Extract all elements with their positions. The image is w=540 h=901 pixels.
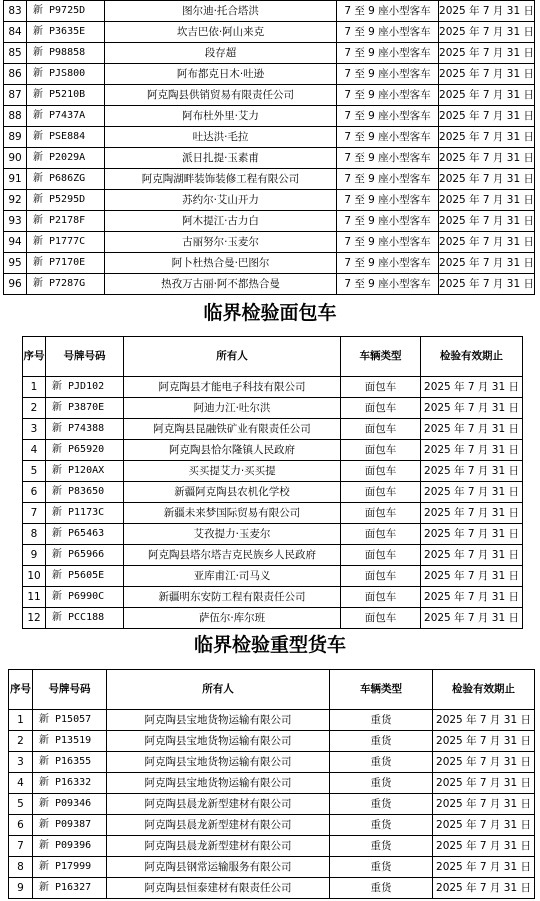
table-row — [9, 836, 535, 857]
cell-owner: 萨伍尔·库尔班 — [124, 608, 341, 629]
cell-expiry: 2025 年 7 月 31 日 — [421, 608, 523, 629]
cell-owner: 派日扎提·玉素甫 — [105, 148, 337, 169]
cell-vehicle-type: 7 至 9 座小型客车 — [337, 85, 439, 106]
cell-seq: 12 — [23, 608, 46, 629]
table-row — [4, 1, 535, 22]
table-row — [23, 608, 523, 629]
cell-seq: 3 — [9, 752, 33, 773]
cell-plate: 新 P13519 — [33, 731, 107, 752]
cell-seq: 88 — [4, 106, 27, 127]
cell-vehicle-type: 面包车 — [341, 377, 421, 398]
cell-vehicle-type: 重货 — [330, 794, 433, 815]
cell-plate: 新 P98858 — [27, 43, 105, 64]
cell-plate: 新 P5210B — [27, 85, 105, 106]
table-row — [4, 43, 535, 64]
header-plate: 号牌号码 — [46, 337, 124, 377]
cell-plate: 新 P1777C — [27, 232, 105, 253]
cell-seq: 86 — [4, 64, 27, 85]
cell-expiry: 2025 年 7 月 31 日 — [433, 731, 535, 752]
cell-vehicle-type: 重货 — [330, 857, 433, 878]
cell-plate: 新 P7437A — [27, 106, 105, 127]
table-row — [23, 461, 523, 482]
cell-owner: 买买提艾力·买买提 — [124, 461, 341, 482]
cell-expiry: 2025 年 7 月 31 日 — [433, 878, 535, 899]
cell-owner: 图尔迪·托合塔洪 — [105, 1, 337, 22]
cell-vehicle-type: 重货 — [330, 836, 433, 857]
cell-expiry: 2025 年 7 月 31 日 — [439, 253, 535, 274]
table-body — [9, 710, 535, 899]
cell-expiry: 2025 年 7 月 31 日 — [439, 22, 535, 43]
table-row — [23, 482, 523, 503]
header-vehicle-type: 车辆类型 — [341, 337, 421, 377]
table-row — [23, 440, 523, 461]
table-row — [9, 710, 535, 731]
table-row — [4, 274, 535, 295]
cell-seq: 11 — [23, 587, 46, 608]
cell-plate: 新 P09387 — [33, 815, 107, 836]
cell-expiry: 2025 年 7 月 31 日 — [421, 377, 523, 398]
cell-seq: 6 — [9, 815, 33, 836]
cell-seq: 2 — [23, 398, 46, 419]
cell-plate: 新 P74388 — [46, 419, 124, 440]
header-plate: 号牌号码 — [33, 670, 107, 710]
cell-owner: 新疆明东安防工程有限责任公司 — [124, 587, 341, 608]
table-row — [4, 127, 535, 148]
cell-seq: 3 — [23, 419, 46, 440]
cell-owner: 阿木提江·古力白 — [105, 211, 337, 232]
header-owner: 所有人 — [107, 670, 330, 710]
cell-owner: 阿克陶县晨龙新型建材有限公司 — [107, 836, 330, 857]
cell-expiry: 2025 年 7 月 31 日 — [439, 85, 535, 106]
cell-owner: 热孜万古丽·阿不都热合曼 — [105, 274, 337, 295]
table-row — [23, 419, 523, 440]
table-row — [4, 232, 535, 253]
table-row — [9, 794, 535, 815]
cell-owner: 阿克陶县宝地货物运输有限公司 — [107, 731, 330, 752]
cell-expiry: 2025 年 7 月 31 日 — [433, 857, 535, 878]
cell-seq: 2 — [9, 731, 33, 752]
cell-plate: 新 P7170E — [27, 253, 105, 274]
table-row — [9, 773, 535, 794]
cell-expiry: 2025 年 7 月 31 日 — [433, 794, 535, 815]
table-row — [4, 169, 535, 190]
cell-vehicle-type: 面包车 — [341, 524, 421, 545]
cell-expiry: 2025 年 7 月 31 日 — [433, 836, 535, 857]
cell-vehicle-type: 面包车 — [341, 545, 421, 566]
cell-plate: 新 PJS800 — [27, 64, 105, 85]
cell-plate: 新 P83650 — [46, 482, 124, 503]
cell-plate: 新 PJD102 — [46, 377, 124, 398]
cell-expiry: 2025 年 7 月 31 日 — [439, 211, 535, 232]
cell-owner: 坎吉巴依·阿山来克 — [105, 22, 337, 43]
cell-vehicle-type: 7 至 9 座小型客车 — [337, 22, 439, 43]
cell-expiry: 2025 年 7 月 31 日 — [421, 524, 523, 545]
header-expiry: 检验有效期止 — [433, 670, 535, 710]
cell-vehicle-type: 7 至 9 座小型客车 — [337, 1, 439, 22]
cell-vehicle-type: 面包车 — [341, 419, 421, 440]
cell-owner: 阿克陶县钢常运输服务有限公司 — [107, 857, 330, 878]
table-row — [4, 106, 535, 127]
cell-expiry: 2025 年 7 月 31 日 — [439, 190, 535, 211]
table-row — [4, 148, 535, 169]
cell-expiry: 2025 年 7 月 31 日 — [421, 482, 523, 503]
cell-vehicle-type: 重货 — [330, 815, 433, 836]
cell-expiry: 2025 年 7 月 31 日 — [421, 461, 523, 482]
table-row — [23, 566, 523, 587]
cell-plate: 新 P6990C — [46, 587, 124, 608]
cell-plate: 新 P686ZG — [27, 169, 105, 190]
cell-seq: 84 — [4, 22, 27, 43]
table-row — [4, 253, 535, 274]
cell-owner: 古丽努尔·玉麦尔 — [105, 232, 337, 253]
cell-vehicle-type: 面包车 — [341, 482, 421, 503]
cell-expiry: 2025 年 7 月 31 日 — [421, 545, 523, 566]
cell-expiry: 2025 年 7 月 31 日 — [439, 169, 535, 190]
cell-seq: 4 — [9, 773, 33, 794]
cell-plate: 新 P15057 — [33, 710, 107, 731]
cell-plate: 新 PCC188 — [46, 608, 124, 629]
cell-plate: 新 P16355 — [33, 752, 107, 773]
cell-expiry: 2025 年 7 月 31 日 — [439, 127, 535, 148]
cell-owner: 阿克陶县宝地货物运输有限公司 — [107, 710, 330, 731]
cell-seq: 87 — [4, 85, 27, 106]
cell-vehicle-type: 重货 — [330, 878, 433, 899]
table-row — [23, 587, 523, 608]
cell-seq: 96 — [4, 274, 27, 295]
table-row — [4, 211, 535, 232]
minibus-7-9-seat-table — [3, 0, 535, 295]
cell-owner: 阿克陶县供销贸易有限责任公司 — [105, 85, 337, 106]
cell-seq: 90 — [4, 148, 27, 169]
cell-owner: 阿克陶县恒泰建材有限责任公司 — [107, 878, 330, 899]
cell-plate: 新 P2178F — [27, 211, 105, 232]
cell-plate: 新 P5605E — [46, 566, 124, 587]
cell-seq: 4 — [23, 440, 46, 461]
cell-owner: 阿克陶县晨龙新型建材有限公司 — [107, 815, 330, 836]
cell-owner: 新疆阿克陶县农机化学校 — [124, 482, 341, 503]
cell-expiry: 2025 年 7 月 31 日 — [439, 43, 535, 64]
cell-seq: 93 — [4, 211, 27, 232]
cell-vehicle-type: 7 至 9 座小型客车 — [337, 106, 439, 127]
cell-owner: 阿克陶县宝地货物运输有限公司 — [107, 752, 330, 773]
cell-expiry: 2025 年 7 月 31 日 — [421, 503, 523, 524]
cell-seq: 9 — [23, 545, 46, 566]
cell-expiry: 2025 年 7 月 31 日 — [421, 587, 523, 608]
cell-plate: 新 P65463 — [46, 524, 124, 545]
cell-expiry: 2025 年 7 月 31 日 — [439, 1, 535, 22]
header-seq: 序号 — [23, 337, 46, 377]
cell-plate: 新 P17999 — [33, 857, 107, 878]
cell-vehicle-type: 重货 — [330, 773, 433, 794]
cell-vehicle-type: 7 至 9 座小型客车 — [337, 148, 439, 169]
cell-vehicle-type: 7 至 9 座小型客车 — [337, 253, 439, 274]
cell-owner: 吐达洪·毛拉 — [105, 127, 337, 148]
cell-expiry: 2025 年 7 月 31 日 — [421, 566, 523, 587]
table-row — [23, 377, 523, 398]
cell-vehicle-type: 面包车 — [341, 608, 421, 629]
cell-vehicle-type: 7 至 9 座小型客车 — [337, 127, 439, 148]
cell-owner: 阿克陶县才能电子科技有限公司 — [124, 377, 341, 398]
table-header-row — [9, 670, 535, 710]
cell-seq: 5 — [23, 461, 46, 482]
cell-plate: 新 P5295D — [27, 190, 105, 211]
cell-vehicle-type: 重货 — [330, 731, 433, 752]
cell-seq: 94 — [4, 232, 27, 253]
cell-seq: 95 — [4, 253, 27, 274]
cell-plate: 新 P120AX — [46, 461, 124, 482]
table-row — [9, 731, 535, 752]
cell-expiry: 2025 年 7 月 31 日 — [439, 274, 535, 295]
cell-vehicle-type: 7 至 9 座小型客车 — [337, 232, 439, 253]
cell-expiry: 2025 年 7 月 31 日 — [421, 419, 523, 440]
cell-owner: 新疆未来梦国际贸易有限公司 — [124, 503, 341, 524]
cell-expiry: 2025 年 7 月 31 日 — [439, 148, 535, 169]
cell-seq: 89 — [4, 127, 27, 148]
cell-plate: 新 P1173C — [46, 503, 124, 524]
cell-plate: 新 P3870E — [46, 398, 124, 419]
table-row — [9, 857, 535, 878]
cell-vehicle-type: 7 至 9 座小型客车 — [337, 169, 439, 190]
cell-seq: 7 — [23, 503, 46, 524]
cell-owner: 艾孜提力·玉麦尔 — [124, 524, 341, 545]
header-expiry: 检验有效期止 — [421, 337, 523, 377]
table-row — [23, 398, 523, 419]
cell-expiry: 2025 年 7 月 31 日 — [439, 232, 535, 253]
table-row — [9, 878, 535, 899]
cell-vehicle-type: 重货 — [330, 710, 433, 731]
cell-owner: 阿克陶县昆融铁矿业有限责任公司 — [124, 419, 341, 440]
cell-vehicle-type: 面包车 — [341, 398, 421, 419]
cell-plate: 新 P09346 — [33, 794, 107, 815]
cell-vehicle-type: 7 至 9 座小型客车 — [337, 64, 439, 85]
table-row — [9, 815, 535, 836]
section-title-vans: 临界检验面包车 — [203, 302, 337, 324]
cell-vehicle-type: 面包车 — [341, 566, 421, 587]
cell-plate: 新 P65966 — [46, 545, 124, 566]
cell-owner: 阿卜杜热合曼·巴图尔 — [105, 253, 337, 274]
cell-seq: 10 — [23, 566, 46, 587]
cell-owner: 阿布都克日木·吐逊 — [105, 64, 337, 85]
cell-plate: 新 P3635E — [27, 22, 105, 43]
cell-seq: 85 — [4, 43, 27, 64]
table-row — [4, 64, 535, 85]
cell-seq: 8 — [9, 857, 33, 878]
cell-owner: 阿克陶县恰尔隆镇人民政府 — [124, 440, 341, 461]
cell-owner: 段存超 — [105, 43, 337, 64]
table-row — [4, 190, 535, 211]
table-row — [23, 503, 523, 524]
cell-plate: 新 P16327 — [33, 878, 107, 899]
header-seq: 序号 — [9, 670, 33, 710]
cell-seq: 7 — [9, 836, 33, 857]
table-body — [4, 1, 535, 295]
cell-owner: 阿布杜外里·艾力 — [105, 106, 337, 127]
cell-vehicle-type: 7 至 9 座小型客车 — [337, 190, 439, 211]
cell-vehicle-type: 7 至 9 座小型客车 — [337, 274, 439, 295]
cell-seq: 91 — [4, 169, 27, 190]
table-body — [23, 377, 523, 629]
heavy-truck-inspection-table — [8, 669, 535, 899]
cell-expiry: 2025 年 7 月 31 日 — [439, 64, 535, 85]
cell-vehicle-type: 面包车 — [341, 503, 421, 524]
cell-expiry: 2025 年 7 月 31 日 — [421, 398, 523, 419]
cell-plate: 新 P09396 — [33, 836, 107, 857]
cell-plate: 新 P9725D — [27, 1, 105, 22]
table-row — [9, 752, 535, 773]
cell-seq: 83 — [4, 1, 27, 22]
cell-owner: 阿迪力江·吐尔洪 — [124, 398, 341, 419]
cell-expiry: 2025 年 7 月 31 日 — [433, 710, 535, 731]
cell-owner: 阿克陶县宝地货物运输有限公司 — [107, 773, 330, 794]
cell-owner: 阿克陶湖畔装饰装修工程有限公司 — [105, 169, 337, 190]
cell-seq: 92 — [4, 190, 27, 211]
cell-vehicle-type: 重货 — [330, 752, 433, 773]
header-owner: 所有人 — [124, 337, 341, 377]
cell-vehicle-type: 7 至 9 座小型客车 — [337, 211, 439, 232]
cell-plate: 新 P16332 — [33, 773, 107, 794]
cell-seq: 9 — [9, 878, 33, 899]
cell-vehicle-type: 面包车 — [341, 461, 421, 482]
table-row — [23, 545, 523, 566]
section-title-heavy-trucks: 临界检验重型货车 — [193, 634, 346, 656]
cell-plate: 新 P65920 — [46, 440, 124, 461]
cell-seq: 8 — [23, 524, 46, 545]
table-row — [4, 85, 535, 106]
table-row — [4, 22, 535, 43]
cell-seq: 6 — [23, 482, 46, 503]
cell-owner: 阿克陶县塔尔塔吉克民族乡人民政府 — [124, 545, 341, 566]
cell-expiry: 2025 年 7 月 31 日 — [433, 752, 535, 773]
cell-seq: 5 — [9, 794, 33, 815]
cell-plate: 新 P7287G — [27, 274, 105, 295]
cell-owner: 亚库甫江·司马义 — [124, 566, 341, 587]
cell-plate: 新 PSE884 — [27, 127, 105, 148]
cell-seq: 1 — [23, 377, 46, 398]
cell-owner: 苏约尔·艾山开力 — [105, 190, 337, 211]
cell-vehicle-type: 面包车 — [341, 440, 421, 461]
cell-expiry: 2025 年 7 月 31 日 — [433, 773, 535, 794]
table-header-row — [23, 337, 523, 377]
cell-plate: 新 P2029A — [27, 148, 105, 169]
cell-vehicle-type: 面包车 — [341, 587, 421, 608]
cell-expiry: 2025 年 7 月 31 日 — [433, 815, 535, 836]
van-inspection-table — [22, 336, 523, 629]
cell-owner: 阿克陶县晨龙新型建材有限公司 — [107, 794, 330, 815]
cell-expiry: 2025 年 7 月 31 日 — [421, 440, 523, 461]
cell-seq: 1 — [9, 710, 33, 731]
cell-expiry: 2025 年 7 月 31 日 — [439, 106, 535, 127]
header-vehicle-type: 车辆类型 — [330, 670, 433, 710]
cell-vehicle-type: 7 至 9 座小型客车 — [337, 43, 439, 64]
table-row — [23, 524, 523, 545]
